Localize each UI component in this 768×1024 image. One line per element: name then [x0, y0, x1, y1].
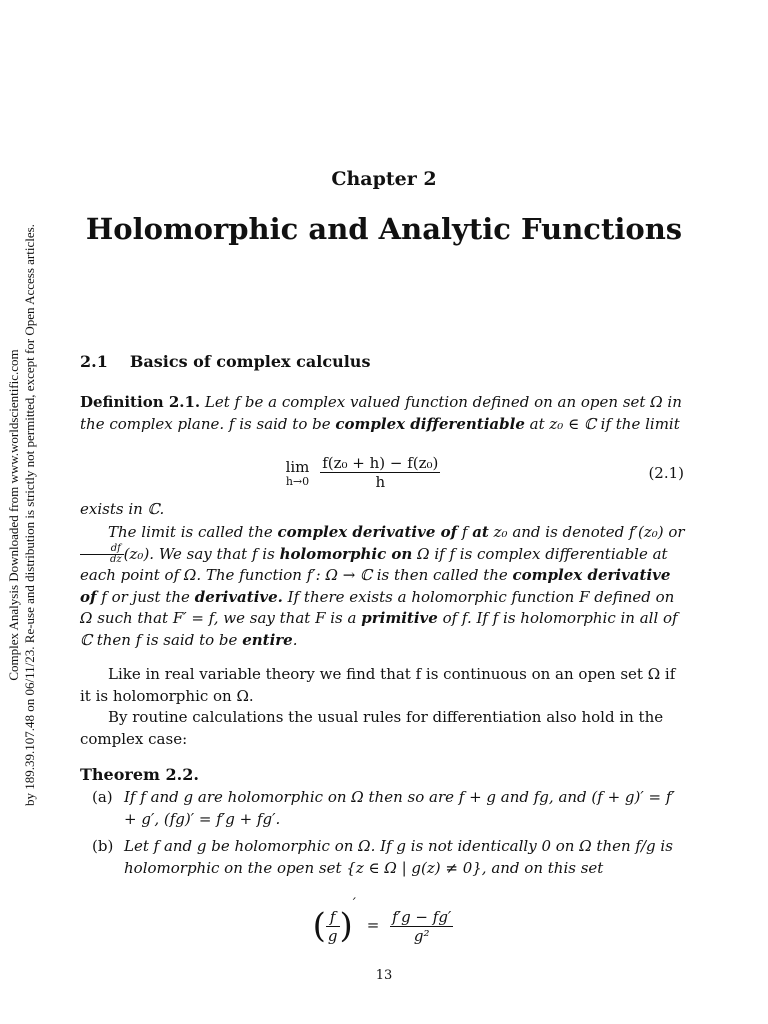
watermark-line-2: by 189.39.107.48 on 06/11/23. Re-use and distribution is strictly not permitted, except for Open Access articles.	[22, 224, 37, 806]
item-a-text: If f and g are holomorphic on Ω then so are f + g and fg, and (f + g)′ = f′ + g′, (fg)′ = f′g + fg′.	[124, 788, 675, 828]
limit-operator: lim	[285, 458, 310, 476]
definition-term: complex differentiable	[335, 414, 525, 433]
term-complex-derivative-2: complex derivative of	[80, 566, 671, 606]
def-p2-b: f	[461, 523, 468, 541]
item-b-label: (b)	[92, 837, 114, 855]
quotient-rule-equation: ( $\frac{f}{g}$ )′ = $\frac{f'g - fg'}{\text{g²}}$	[312, 896, 452, 946]
section-title: Basics of complex calculus	[129, 352, 371, 371]
theorem-label: Theorem 2.2.	[80, 765, 199, 784]
paragraph-routine-calculations: By routine calculations the usual rules for differentiation also hold in the complex case:	[80, 708, 664, 748]
definition-paragraph-2	[80, 522, 686, 651]
page-number: 13	[375, 968, 393, 983]
term-complex-derivative: complex derivative of	[277, 523, 458, 541]
def-p2-f: f or just the	[101, 587, 190, 606]
def-p2-d: (z₀). We say that f is	[123, 544, 275, 563]
section-heading	[80, 352, 370, 371]
lhs-fraction	[326, 908, 340, 945]
watermark-line-1: Complex Analysis Downloaded from www.worldscientific.com	[6, 349, 21, 681]
item-b-text: Let f and g be holomorphic on Ω. If g is not identically 0 on Ω then f/g is holomorphic on the open set {z ∈ Ω | g(z) ≠ 0}, and on this set	[124, 837, 673, 877]
exists-line: exists in ℂ.	[80, 500, 165, 518]
definition-intro	[80, 392, 686, 435]
term-entire: entire	[242, 630, 293, 649]
lhs-denominator: g	[327, 926, 338, 945]
limit-numerator: f(z₀ + h) − f(z₀)	[322, 454, 439, 472]
limit-fraction	[320, 454, 440, 491]
definition-text-2: at z₀ ∈ ℂ if the limit	[529, 414, 680, 433]
equation-number: (2.1)	[648, 464, 684, 482]
rhs-fraction	[390, 908, 453, 945]
lhs-prime: ′	[352, 896, 356, 912]
chapter-label: Chapter 2	[331, 168, 437, 190]
def-p2-a: The limit is called the	[108, 523, 273, 541]
item-a-label: (a)	[92, 788, 113, 806]
theorem-item-b	[92, 836, 686, 879]
term-derivative: derivative.	[194, 587, 283, 606]
term-holomorphic-on: holomorphic on	[279, 544, 413, 563]
def-p2-h: of f. If f is holomorphic in all of ℂ then f is said to be	[80, 609, 678, 649]
definition-label: Definition 2.1.	[80, 393, 201, 411]
rhs-numerator: f′g − fg′	[392, 907, 452, 926]
download-watermark	[6, 215, 40, 815]
rhs-denominator: g²	[413, 926, 430, 945]
limit-subscript: h→0	[285, 475, 310, 488]
paragraph-continuity: Like in real variable theory we find that f is continuous on an open set Ω if it is holomorphic on Ω.	[80, 665, 676, 705]
def-p2-i: .	[292, 630, 298, 649]
def-p2-g: If there exists a holomorphic function F defined on Ω such that F′ = f, we say that F is a	[80, 587, 675, 627]
limit-denominator: h	[375, 473, 386, 491]
section-number: 2.1	[80, 352, 108, 371]
theorem-item-a	[92, 787, 686, 830]
chapter-title: Holomorphic and Analytic Functions	[85, 212, 683, 246]
def-p2-e: Ω if f is complex differentiable at each point of Ω. The function f′: Ω → ℂ is then called the	[80, 544, 668, 584]
term-at: at	[472, 523, 489, 541]
term-primitive: primitive	[361, 609, 438, 627]
def-p2-c: z₀ and is denoted f′(z₀) or	[493, 523, 685, 541]
df-dz-fraction	[80, 544, 124, 565]
dz-denominator: dz	[110, 554, 122, 565]
lhs-numerator: f	[326, 908, 340, 927]
limit-equation	[80, 454, 686, 491]
df-numerator: df	[80, 544, 124, 555]
definition-text-1: Let f be a complex valued function defined on an open set Ω in the complex plane. f is said to be	[80, 393, 682, 433]
